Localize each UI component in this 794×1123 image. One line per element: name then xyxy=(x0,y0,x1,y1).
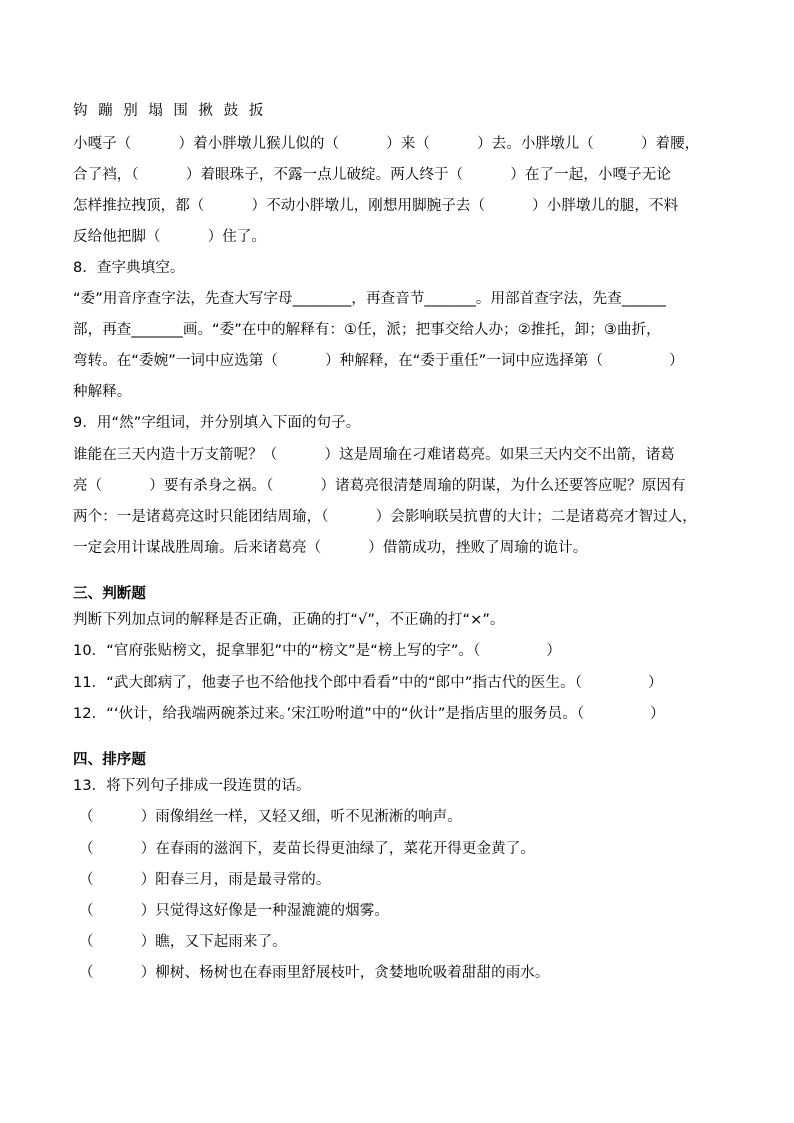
q8-line-1: “委”用音序查字法，先查大写字母________，再查音节_______。用部首查字法，先查______ xyxy=(73,291,666,307)
q9-line-2: 亮（ ）要有杀身之祸。（ ）诸葛亮很清楚周瑜的阴谋，为什么还要答应呢？原因有 xyxy=(73,478,686,494)
q13-item-3: （ ）阳春三月，雨是最寻常的。 xyxy=(79,872,331,888)
word-bank: 钩 蹦 别 塌 围 揪 鼓 扳 xyxy=(73,103,267,119)
q13-item-1: （ ）雨像绢丝一样，又轻又细，听不见淅淅的响声。 xyxy=(79,809,462,825)
q9-title: 9．用“然”字组词，并分别填入下面的句子。 xyxy=(73,415,361,431)
q13-item-2: （ ）在春雨的滋润下，麦苗长得更油绿了，菜花开得更金黄了。 xyxy=(79,841,535,857)
q8-line-3: 弯转。在“委婉”一词中应选第（ ）种解释，在“委于重任”一词中应选择第（ ） xyxy=(73,353,684,369)
section-3-instruction: 判断下列加点词的解释是否正确，正确的打“√”，不正确的打“×”。 xyxy=(73,612,505,628)
section-4-heading: 四、排序题 xyxy=(73,752,146,768)
q13-title: 13．将下列句子排成一段连贯的话。 xyxy=(73,778,311,794)
q13-item-5: （ ）瞧，又下起雨来了。 xyxy=(79,934,287,950)
q10: 10．“官府张贴榜文，捉拿罪犯”中的“榜文”是“榜上写的字”。（ ） xyxy=(73,643,561,659)
q7-line-2: 合了裆，（ ）着眼珠子，不露一点儿破绽。两人终于（ ）在了一起，小嘎子无论 xyxy=(73,167,671,183)
q9-line-1: 谁能在三天内造十万支箭呢？（ ）这是周瑜在刁难诸葛亮。如果三天内交不出箭，诸葛 xyxy=(73,447,675,463)
q13-item-4: （ ）只觉得这好像是一种湿漉漉的烟雾。 xyxy=(79,903,389,919)
section-3-heading: 三、判断题 xyxy=(73,586,146,602)
q8-title: 8．查字典填空。 xyxy=(73,260,185,276)
q8-line-2: 部，再查_______画。“委”在中的解释有：①任，派；把事交给人办；②推托，卸；③曲折， xyxy=(73,322,661,338)
q9-line-4: 一定会用计谋战胜周瑜。后来诸葛亮（ ）借箭成功，挫败了周瑜的诡计。 xyxy=(73,540,588,556)
q8-line-4: 种解释。 xyxy=(73,384,132,400)
q7-line-4: 反给他把脚（ ）住了。 xyxy=(73,229,267,245)
q7-line-3: 怎样推拉拽顶，都（ ）不动小胖墩儿，刚想用脚腕子去（ ）小胖墩儿的腿，不料 xyxy=(73,198,679,214)
q13-item-6: （ ）柳树、杨树也在春雨里舒展枝叶，贪婪地吮吸着甜甜的雨水。 xyxy=(79,965,550,981)
q12: 12．“‘伙计，给我端两碗茶过来。’宋江吩咐道”中的“伙计”是指店里的服务员。（ ） xyxy=(73,706,665,722)
q9-line-3: 两个：一是诸葛亮这时只能团结周瑜，（ ）会影响联吴抗曹的大计；二是诸葛亮才智过人， xyxy=(73,509,697,525)
q7-line-1: 小嘎子（ ）着小胖墩儿猴儿似的（ ）来（ ）去。小胖墩儿（ ）着腰， xyxy=(73,136,700,152)
q11: 11．“武大郎病了，他妻子也不给他找个郎中看看”中的“郎中”指古代的医生。（ ） xyxy=(73,675,663,691)
